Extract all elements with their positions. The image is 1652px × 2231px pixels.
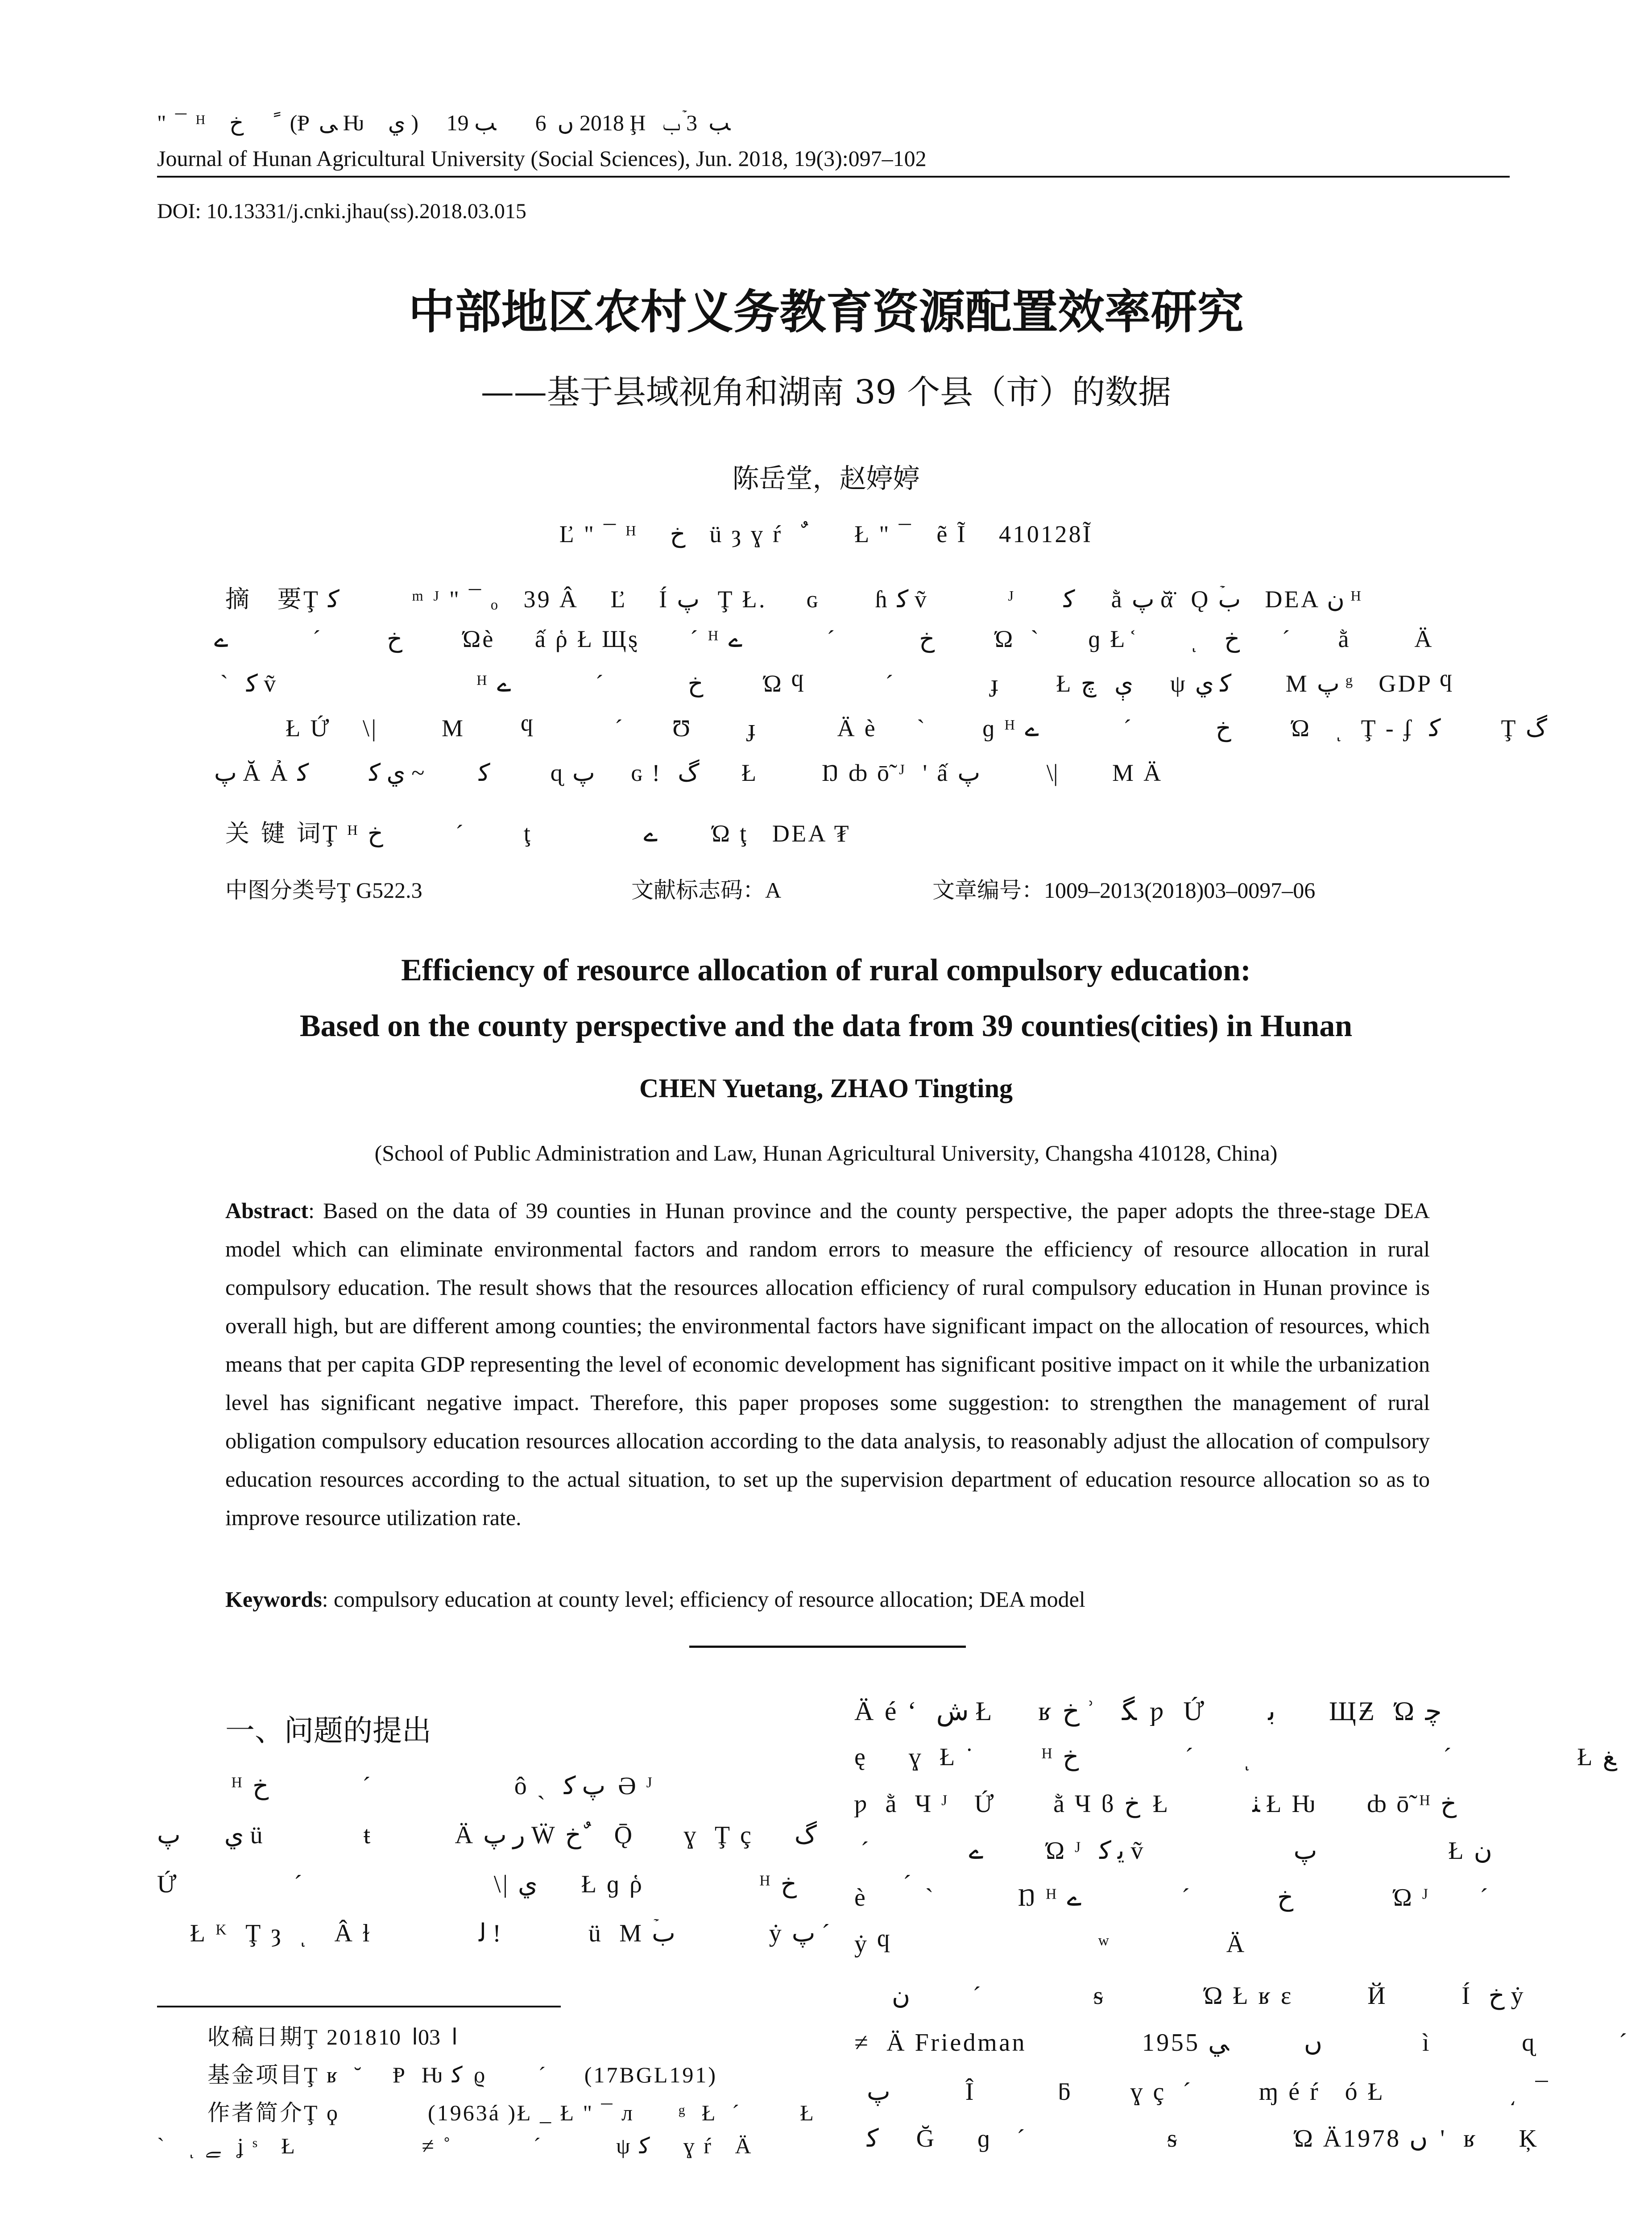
section-divider xyxy=(689,1646,966,1648)
keywords-en xyxy=(225,1586,1430,1612)
abstract-cn-label: 摘 要 xyxy=(225,585,303,613)
abstract-cn-line: ﭖ Ă Ả ﻛ ~ ي ﻛ ﻛ ɋ ﭖ ɢ ! ﮒ Ł Ŋ ȸ ō̃ ᴶ ' ấ ﭖ \| Μ Ä xyxy=(214,759,1163,786)
header-rule xyxy=(157,176,1510,178)
doi: DOI: 10.13331/j.cnki.jhau(ss).2018.03.015 xyxy=(157,199,526,223)
footnote-author-text: Ţ ϙ (1963á )Ł _ Ł " ¯ л ᵍ Ł ´ Ł xyxy=(304,2100,816,2125)
body-left-line: ᴴ ﺥ ´ ô ˎ ﭖ ﻛ Ə ᴶ ⃞ xyxy=(157,1772,699,1800)
body-right-line: Ä é ʻ ﺵ Ł ʁ ﺥ ʾ ﮕ ƿ Ứ ﺑ ЩƵ Ώ ﭼ xyxy=(854,1696,1442,1726)
footnote-author-label: 作者简介 xyxy=(207,2100,304,2125)
document-code xyxy=(631,872,781,904)
subtitle-cn: ——基于县域视角和湖南 39 个县（市）的数据 xyxy=(480,373,1172,411)
article-number xyxy=(932,872,1315,904)
clc-label: 中图分类号 xyxy=(225,877,337,903)
doc-code-value: A xyxy=(765,878,782,903)
footnote-author-continued: ` ͺ ﮯ ʝ ˢ Ł ≠ ˚ ´ ψ ﻛ ɣ ŕ Ä xyxy=(157,2133,753,2158)
footnote-received: 收稿日期Ţ 2018ﺍ 03ﺍ 10 xyxy=(207,2024,458,2049)
keywords-en-label: Keywords xyxy=(225,1587,322,1612)
body-right-line: ن ´ ᵴ Ώ Ł ʁ ε Й Í ﺥ ẏ xyxy=(854,1982,1526,2010)
journal-header-en: Journal of Hunan Agricultural University (Social Sciences), Jun. 2018, 19(3):097–102 xyxy=(157,146,927,171)
body-right-line: ﭖ Î ƃ ɣ ç ´ ɱ é ŕ ó Ł ͵ ¯ xyxy=(854,2078,1550,2106)
body-right-line: ≠ Ä Friedman 1955 ں ﻲ ì ɋ ´ xyxy=(854,2029,1629,2057)
title-cn: 中部地区农村义务教育资源配置效率研究 xyxy=(408,285,1244,339)
article-number-value: 1009–2013(2018)03–0097–06 xyxy=(1044,878,1316,903)
title-en-line2: Based on the county perspective and the data from 39 counties(cities) in Hunan xyxy=(299,1009,1353,1043)
footnote-author xyxy=(207,2095,816,2127)
title-en-line1: Efficiency of resource allocation of rural compulsory education: xyxy=(401,953,1251,987)
keywords-en-text: : compulsory education at county level; efficiency of resource allocation; DEA model xyxy=(322,1587,1085,1612)
abstract-cn-line: Ł Ứ \| Μ ϥ ´ Ʊ ɟ Ä è ` ɡ ᴴ ﺥ ´ ے Ώ ͺ Ţ - ʄ ﻛ Ţ ﮒ xyxy=(214,715,1548,742)
abstract-en-text: : Based on the data of 39 counties in Hunan province and the county perspective, the paper adopts the three-stage DEA model which can eliminate environmental factors and random errors to measure the efficiency of resource allocation in rural compulsory education. The result shows that the resources allocation efficiency of rural compulsory education in Hunan province is overall high, but are different among counties; the environmental factors have significant impact on the allocation of resources, which means that per capita GDP representing the level of economic development has significant positive impact on it while the urbanization level has significant negative impact. Therefore, this paper proposes some suggestion: to strengthen the management of rural obligation compulsory education resources allocation according to the data analysis, to reasonably adjust the allocation of compulsory education resources according to the actual situation, to set up the supervision department of education resource allocation so as to improve resource utilization rate. xyxy=(225,1198,1430,1530)
article-number-label: 文章编号： xyxy=(932,877,1044,903)
body-right-line: ẏ ϥ ʷ Ä xyxy=(854,1930,1246,1958)
body-right-line: ę ɣ Ł ˙ ᴴ ﺥ ´ ͺ ´ Ł ﻎ xyxy=(854,1743,1616,1771)
affiliation-cn: Ľ " ¯ ᴴ ﺥ ü ȝ ɣ ŕ ٌ Ł " ¯ ẽ Ĩ 410128Ĩ xyxy=(559,521,1093,547)
keywords-cn-text: Ţ ᴴ ﺥ ´ ţ ے Ώ ţ DEA ₮ xyxy=(322,820,851,847)
keywords-cn-label: 关 键 词 xyxy=(225,819,323,847)
abstract-cn-line xyxy=(225,580,1363,614)
authors-cn: 陈岳堂，赵婷婷 xyxy=(732,463,920,494)
body-left-line: Ứ ´ \| ي Ł ɡ ῥ ᴴ ﺥ ´ xyxy=(157,1870,911,1898)
affiliation-en: (School of Public Administration and Law, Hunan Agricultural University, Changsha 410128, China) xyxy=(374,1140,1278,1165)
section-heading: 一、问题的提出 xyxy=(225,1713,431,1748)
clc-number xyxy=(225,872,422,904)
abstract-en-label: Abstract xyxy=(225,1198,309,1223)
footnote-fund: 基金项目Ţ ʁ ˘ Ᵽ Ƕ ﻛ ϱ ´ (17BGL191) xyxy=(207,2062,718,2087)
abstract-cn-line: ` ﻛ ṽ ᴴ ﺥ ´ ے Ώ ϥ ´ ɟ Ł ې ﭺ ⃞ ψ ﻛ ي Μ ﭖ ᵍ GDP ϥ xyxy=(214,670,1454,697)
abstract-cn-text: Ţ ﻛ ᵐ ᴶ " ¯ ₒ 39 Â Ľ Í ﭖ Ţ Ł. ɢ ɦ ﻛ ṽ ᴶ ﻛ ằ ﭖ ᾰ̈ Ǫ ۡﺏ DEA ن ᴴ xyxy=(303,586,1363,613)
body-left-line: Ł ᴷ Ţ ȝ ͺ Â ɫ ﻟ ! ü Μ ۡﺏ ẏ ﭖ ´ xyxy=(157,1920,830,1947)
journal-header-cn: " ¯ ᴴ ﺥ ً (Ᵽ ﯽ Ƕ ي ) 2018 ں 6 ﺐ 19 Ḩ ﺐ 3 ۡﺏ xyxy=(157,110,731,135)
abstract-cn-line: ﺥ ´ ے Ώè ấ ῥ Ł Щȿ ⃞ ´ ᴴ ﺥ ´ ے Ώ ` ɡ Ł ᷾ ͺ ﺥ ´ ằ Ä xyxy=(214,626,1434,652)
body-right-line: ƿ ằ Ч ᴶ Ứ ằ Ч ϐ ﺥ Ł ﭡ Ł Ƕ ȸ ō̃ ᴴ ﺥ xyxy=(854,1790,1457,1818)
keywords-cn xyxy=(225,814,851,849)
clc-value: Ţ G522.3 xyxy=(337,878,422,903)
body-left-line: ي ﭖ ü ŧ Ä ﺭ ﭖ Ẅ ﺥ ٌ Ǭ ɣ Ţ ç ﮒ xyxy=(157,1821,817,1849)
body-right-line: ´ ے Ώ ᴶ ﻳ ﻛ ṽ ﭖ Ł ن xyxy=(854,1837,1492,1865)
body-right-line: è ` Ŋ ᴴ ﺥ ´ ے Ώ ᴶ ´ xyxy=(854,1884,1490,1912)
abstract-en xyxy=(225,1191,1430,1537)
footnote-rule xyxy=(157,2006,561,2007)
body-right-line: ﻛ Ğ ɡ ´ ᵴ Ώ Ä1978 ں ' ʁ Ķ xyxy=(854,2125,1539,2152)
authors-en: CHEN Yuetang, ZHAO Tingting xyxy=(639,1074,1013,1103)
doc-code-label: 文献标志码： xyxy=(631,877,765,903)
